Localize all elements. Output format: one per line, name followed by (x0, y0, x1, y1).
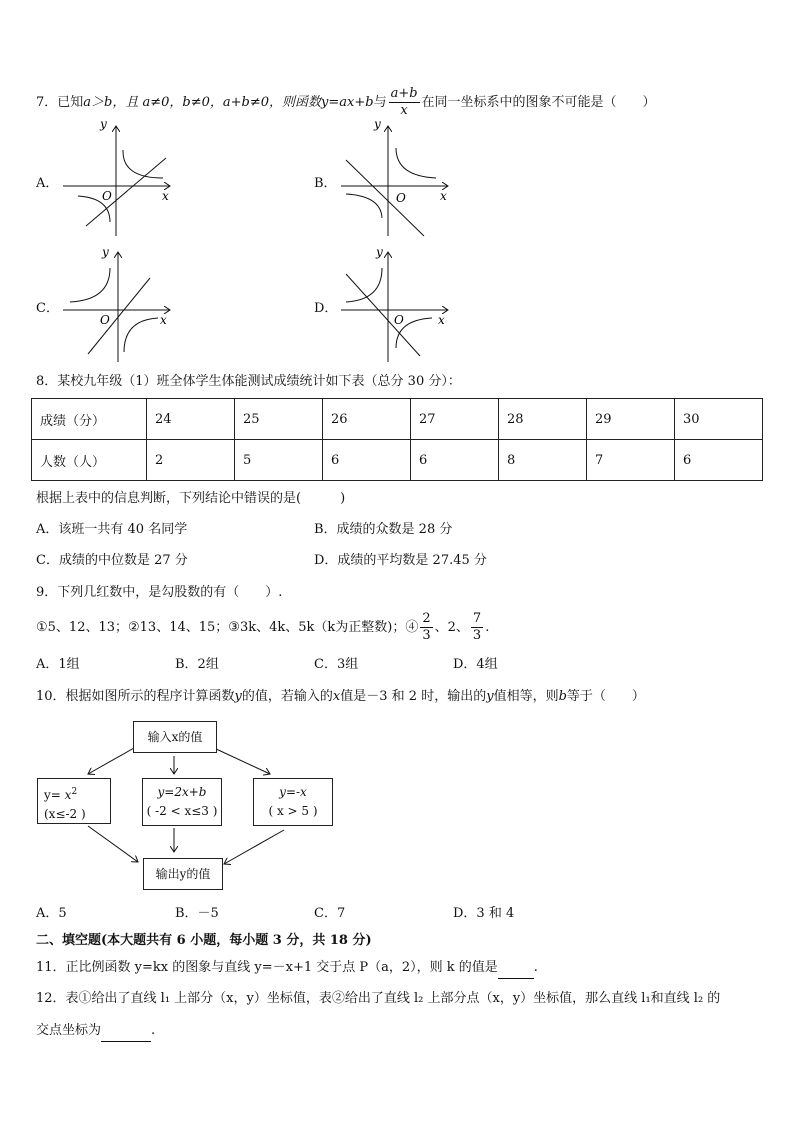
q8-question: 根据上表中的信息判断，下列结论中错误的是( ) (36, 491, 346, 506)
svg-text:y: y (376, 245, 383, 259)
q7-fraction: $\frac{a+b}{x}$ (390, 86, 418, 118)
table-row: 成绩（分） 24 25 26 27 28 29 30 (32, 399, 763, 440)
flow-right-box: y=-x ( x > 5 ) (253, 778, 333, 826)
q8-option-b[interactable]: B．成绩的众数是 28 分 (314, 522, 453, 537)
q7-stem: 7．已知a＞b，且 a≠0，b≠0，a+b≠0，则函数y=ax+b与 $\frac{a+b}{x}$ 在同一坐标系中的图象不可能是（ ） (36, 86, 656, 118)
origin-label: O (102, 189, 112, 203)
svg-text:O: O (100, 313, 110, 327)
table-row: 人数（人） 2 5 6 6 8 7 6 (32, 440, 763, 481)
svg-text:x: x (160, 313, 167, 327)
svg-text:y: y (374, 118, 381, 131)
flow-left-box: $y= x^2$ (x≤-2 ) (37, 778, 111, 824)
q9-option-a[interactable]: A．1组 (36, 657, 80, 672)
q11-answer-blank[interactable] (498, 958, 534, 979)
q7-graph-c (58, 244, 178, 364)
axis-y-label: y (100, 118, 107, 131)
q7-option-a-label[interactable]: A． (36, 176, 59, 191)
q9-option-b[interactable]: B．2组 (175, 657, 219, 672)
q8-option-a[interactable]: A．该班一共有 40 名同学 (36, 522, 188, 537)
q7-option-d-label[interactable]: D． (314, 301, 338, 316)
svg-text:O: O (396, 191, 406, 205)
q12-stem-line2: 交点坐标为 . (36, 1021, 155, 1042)
svg-text:x: x (440, 189, 447, 203)
q12-stem-line1: 12．表①给出了直线 l₁ 上部分（x，y）坐标值，表②给出了直线 l₂ 上部分点（x，y）坐标值，那么直线 l₁和直线 l₂ 的 (36, 991, 721, 1006)
q11-stem: 11．正比例函数 y=kx 的图象与直线 y=－x+1 交于点 P（a，2），则 k 的值是 . (36, 958, 538, 979)
q8-option-c[interactable]: C．成绩的中位数是 27 分 (36, 553, 188, 568)
svg-text:y: y (102, 245, 109, 259)
q7-graph-b (336, 118, 456, 238)
q10-option-d[interactable]: D．3 和 4 (453, 906, 515, 921)
q8-option-d[interactable]: D．成绩的平均数是 27.45 分 (314, 553, 487, 568)
flow-output-box: 输出y的值 (143, 858, 223, 890)
q10-option-c[interactable]: C．7 (314, 906, 346, 921)
q9-items: ①5、12、13；②13、14、15；③3k、4k、5k（k为正整数)；④ $\frac{2}{3}$ 、2、 $\frac{7}{3}$ . (36, 611, 490, 643)
q7-graph-a (58, 118, 178, 238)
svg-text:x: x (438, 313, 445, 327)
q12-answer-blank[interactable] (101, 1021, 151, 1042)
q10-stem: 10．根据如图所示的程序计算函数y的值，若输入的x值是－3 和 2 时，输出的y值相等，则b等于（ ） (36, 689, 645, 704)
q9-fraction-1: $\frac{2}{3}$ (422, 611, 431, 643)
section-2-heading: 二、填空题(本大题共有 6 小题，每小题 3 分，共 18 分) (36, 933, 372, 948)
axis-x-label: x (162, 189, 169, 203)
q9-stem: 9．下列几红数中，是勾股数的有（ ）. (36, 585, 283, 600)
q10-option-b[interactable]: B．－5 (175, 906, 219, 921)
svg-text:O: O (394, 313, 404, 327)
q7-graph-d (336, 244, 456, 364)
q9-option-c[interactable]: C．3组 (314, 657, 359, 672)
q7-option-b-label[interactable]: B． (314, 176, 337, 191)
q7-option-c-label[interactable]: C． (36, 301, 59, 316)
q8-score-table (31, 398, 763, 481)
flow-input-box: 输入x的值 (133, 721, 217, 753)
q10-option-a[interactable]: A．5 (36, 906, 67, 921)
q9-option-d[interactable]: D．4组 (453, 657, 498, 672)
q9-fraction-2: $\frac{7}{3}$ (472, 611, 482, 643)
flow-middle-box: y=2x+b ( -2 < x≤3 ) (142, 778, 222, 826)
q8-stem: 8．某校九年级（1）班全体学生体能测试成绩统计如下表（总分 30 分）： (36, 374, 461, 389)
